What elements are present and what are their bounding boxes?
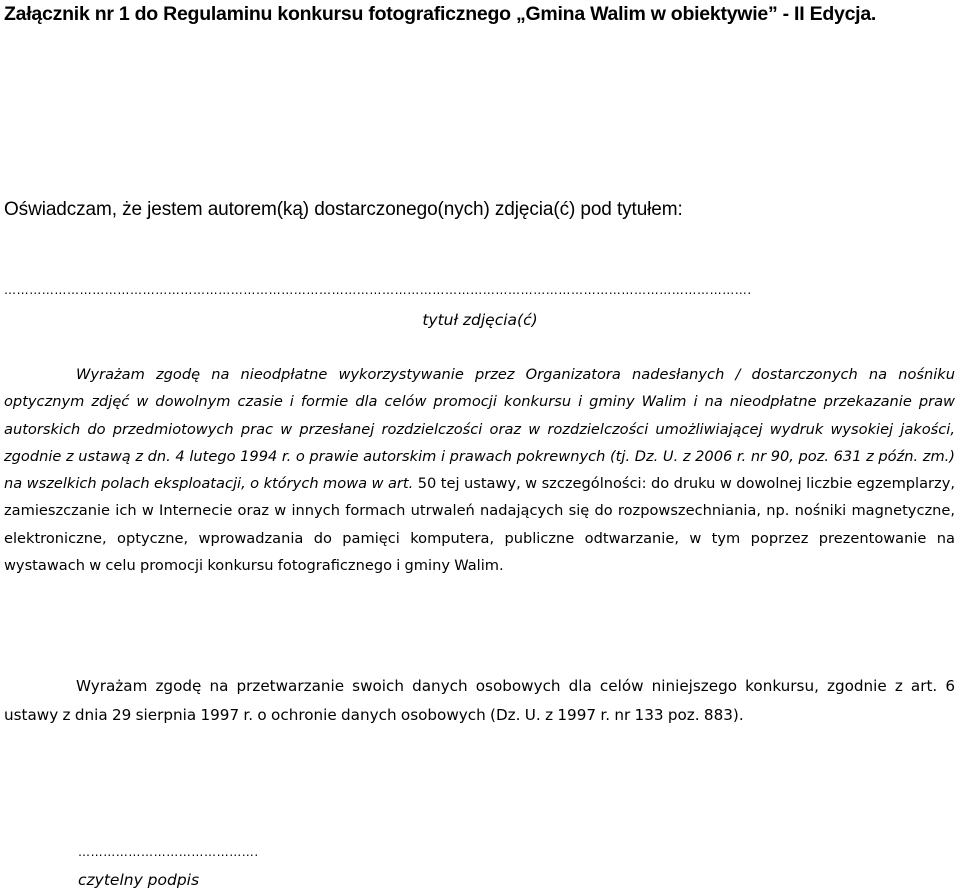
authorship-statement: Oświadczam, że jestem autorem(ką) dostarczonego(nych) zdjęcia(ć) pod tytułem: — [4, 199, 683, 220]
signature-caption: czytelny podpis — [78, 871, 200, 889]
photo-title-blank-line: ……………………………………………………………………………………………………………………………………………………………. — [4, 283, 752, 297]
photo-title-caption: tytuł zdjęcia(ć) — [422, 311, 538, 329]
data-processing-consent-paragraph: Wyrażam zgodę na przetwarzanie swoich danych osobowych dla celów niniejszego konkursu, zgodnie z art. 6 ustawy z dnia 29 sierpnia 1997 r. o ochronie danych osobowych (Dz. U. z 1997 r. nr 133 poz. 883). — [4, 677, 955, 724]
copyright-consent-regular-text: 50 tej ustawy, w szczególności: do druku w dowolnej liczbie egzemplarzy, zamieszczanie ich w Internecie oraz w innych formach utrwaleń nadających się do rozpowszechniania, np. nośniki magnetyczne, elektroniczne, optyczne, wprowadzania do pamięci komputera, publiczne odtwarzanie, w tym poprzez prezentowanie na wystawach w celu promocji konkursu fotograficznego i gminy Walim. — [4, 475, 955, 575]
signature-blank-line: ……………………………………. — [78, 845, 259, 859]
copyright-consent-paragraph — [4, 361, 955, 579]
document-heading: Załącznik nr 1 do Regulaminu konkursu fotograficznego „Gmina Walim w obiektywie” - II Edycja. — [4, 3, 877, 25]
copyright-consent-italic-text: Wyrażam zgodę na nieodpłatne wykorzystywanie przez Organizatora nadesłanych / dostarczonych na nośniku optycznym zdjęć w dowolnym czasie i formie dla celów promocji konkursu i gminy Walim i na nieodpłatne przekazanie praw autorskich do przedmiotowych prac w przesłanej rozdzielczości oraz w rozdzielczości umożliwiającej wydruk wysokiej jakości, zgodnie z ustawą z dn. 4 lutego 1994 r. o prawie autorskim i prawach pokrewnych (tj. Dz. U. z 2006 r. nr 90, poz. 631 z późn. zm.) na wszelkich polach eksploatacji, o których mowa w art. — [4, 366, 955, 493]
